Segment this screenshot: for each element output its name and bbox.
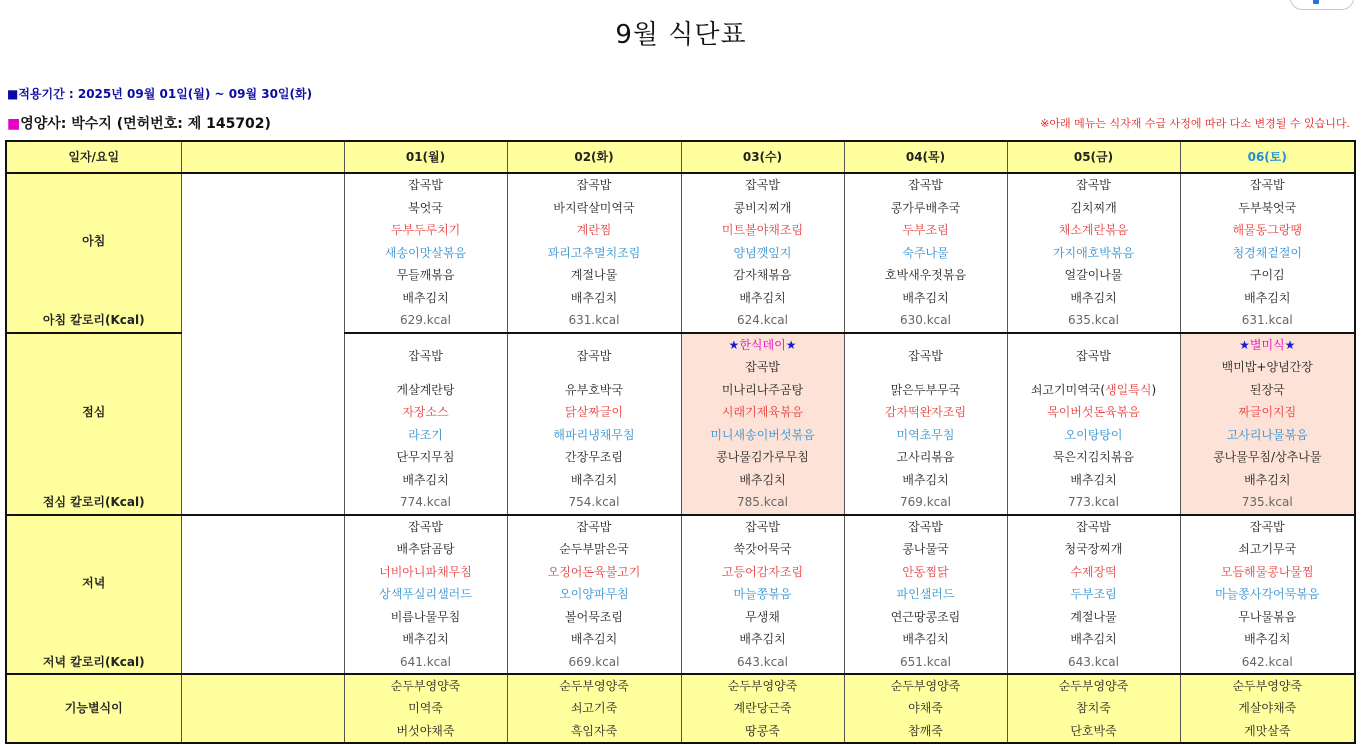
menu-item: 두부북엇국 xyxy=(1180,197,1355,220)
page-title: 9월 식단표 xyxy=(615,20,747,50)
menu-item: 잡곡밥 xyxy=(507,515,681,539)
menu-item: 오이탕탕이 xyxy=(1007,424,1180,447)
menu-item: 배추김치 xyxy=(681,287,844,310)
menu-item: 잡곡밥 xyxy=(844,173,1007,197)
menu-item: 게살계란탕 xyxy=(344,379,507,402)
menu-item: 게살야채죽 xyxy=(1180,697,1355,719)
star-icon: ★ xyxy=(728,337,740,352)
menu-item: 짜글이지짐 xyxy=(1180,401,1355,424)
menu-item: 안동찜닭 xyxy=(844,561,1007,584)
menu-item: 얼갈이나물 xyxy=(1007,264,1180,287)
menu-item: 콩가루배추국 xyxy=(844,197,1007,220)
menu-item: 미트볼야채조림 xyxy=(681,219,844,242)
menu-item: 순두부영양죽 xyxy=(681,674,844,697)
menu-item: 수제장떡 xyxy=(1007,561,1180,584)
kcal-value: 635.kcal xyxy=(1007,309,1180,333)
menu-item: 배추김치 xyxy=(1180,469,1355,492)
meal-label-dinner: 저녁 xyxy=(6,515,181,651)
applicable-period: ■적용기간 : 2025년 09월 01일(월) ~ 09월 30일(화) xyxy=(7,87,313,101)
menu-item: 배추김치 xyxy=(681,628,844,651)
menu-item: 목이버섯돈육볶음 xyxy=(1007,401,1180,424)
menu-item: 계절나물 xyxy=(1007,606,1180,629)
menu-item: 새송이맛살볶음 xyxy=(344,242,507,265)
menu-item: 양념깻잎지 xyxy=(681,242,844,265)
menu-item: 숙주나물 xyxy=(844,242,1007,265)
menu-item: 마늘쫑사각어묵볶음 xyxy=(1180,583,1355,606)
menu-item: 잡곡밥 xyxy=(1180,515,1355,539)
menu-item: 배추김치 xyxy=(1180,628,1355,651)
day-header: 05(금) xyxy=(1007,141,1180,173)
kcal-value: 643.kcal xyxy=(1007,651,1180,675)
menu-item: 미역죽 xyxy=(344,697,507,719)
blank-cell xyxy=(181,515,344,675)
day-header-saturday: 06(토) xyxy=(1180,141,1355,173)
menu-item: 배추닭곰탕 xyxy=(344,538,507,561)
menu-item: 해파리냉채무침 xyxy=(507,424,681,447)
date-column-header: 일자/요일 xyxy=(6,141,181,173)
kcal-value: 651.kcal xyxy=(844,651,1007,675)
menu-item: 두부두루치기 xyxy=(344,219,507,242)
day-header: 04(목) xyxy=(844,141,1007,173)
menu-item: 꽈리고추멸치조림 xyxy=(507,242,681,265)
menu-item: 쇠고기미역국(생일특식) xyxy=(1007,379,1180,402)
menu-item: 미나리나주곰탕 xyxy=(681,379,844,402)
kcal-value: 774.kcal xyxy=(344,491,507,515)
menu-item: 순두부영양죽 xyxy=(1007,674,1180,697)
kcal-value: 642.kcal xyxy=(1180,651,1355,675)
menu-item: 게맛살죽 xyxy=(1180,720,1355,743)
menu-item: 콩나물김가루무침 xyxy=(681,446,844,469)
menu-item: 볼어묵조림 xyxy=(507,606,681,629)
menu-item: 참깨죽 xyxy=(844,720,1007,743)
menu-item: 배추김치 xyxy=(1180,287,1355,310)
menu-item: 잡곡밥 xyxy=(1007,515,1180,539)
star-icon: ★ xyxy=(1284,337,1296,352)
kcal-value: 624.kcal xyxy=(681,309,844,333)
kcal-value: 629.kcal xyxy=(344,309,507,333)
menu-item: 미역초무침 xyxy=(844,424,1007,447)
kcal-value: 631.kcal xyxy=(507,309,681,333)
menu-item: 호박새우젓볶음 xyxy=(844,264,1007,287)
menu-item: 배추김치 xyxy=(844,469,1007,492)
menu-item: 미니새송이버섯볶음 xyxy=(681,424,844,447)
menu-item: 계란찜 xyxy=(507,219,681,242)
menu-item: 배추김치 xyxy=(507,469,681,492)
menu-change-notice: ※아래 메뉴는 식자재 수급 사정에 따라 다소 변경될 수 있습니다. xyxy=(1040,117,1350,130)
day-header: 03(수) xyxy=(681,141,844,173)
menu-item: 배추김치 xyxy=(844,287,1007,310)
menu-item: 마늘쫑볶음 xyxy=(681,583,844,606)
menu-item: 파인샐러드 xyxy=(844,583,1007,606)
menu-item: 잡곡밥 xyxy=(1180,173,1355,197)
menu-item: 콩비지찌개 xyxy=(681,197,844,220)
corner-button[interactable] xyxy=(1290,0,1354,10)
menu-item: 순두부영양죽 xyxy=(507,674,681,697)
menu-item: 연근땅콩조림 xyxy=(844,606,1007,629)
menu-item: 맑은두부무국 xyxy=(844,379,1007,402)
menu-item: 오이양파무침 xyxy=(507,583,681,606)
menu-item: 두부조림 xyxy=(1007,583,1180,606)
kcal-value: 641.kcal xyxy=(344,651,507,675)
menu-item: 쇠고기죽 xyxy=(507,697,681,719)
menu-item: 북엇국 xyxy=(344,197,507,220)
menu-item: 버섯야채죽 xyxy=(344,720,507,743)
menu-item: 묵은지김치볶음 xyxy=(1007,446,1180,469)
star-icon: ★ xyxy=(1239,337,1250,352)
menu-item: 무들깨볶음 xyxy=(344,264,507,287)
kcal-value: 643.kcal xyxy=(681,651,844,675)
header-row xyxy=(6,141,1355,173)
menu-item: 순두부맑은국 xyxy=(507,538,681,561)
menu-item: 잡곡밥 xyxy=(344,333,507,379)
blank-cell xyxy=(181,674,344,743)
menu-item: 잡곡밥 xyxy=(1007,333,1180,379)
menu-item: 배추김치 xyxy=(1007,628,1180,651)
kcal-value: 754.kcal xyxy=(507,491,681,515)
menu-item: 단호박죽 xyxy=(1007,720,1180,743)
menu-item: 배추김치 xyxy=(507,628,681,651)
menu-item: 잡곡밥 xyxy=(681,173,844,197)
kcal-value: 785.kcal xyxy=(681,491,844,515)
menu-item: 순두부영양죽 xyxy=(1180,674,1355,697)
menu-item: 쇠고기무국 xyxy=(1180,538,1355,561)
menu-item: 구이김 xyxy=(1180,264,1355,287)
menu-item: 무생채 xyxy=(681,606,844,629)
menu-item: 닭살짜글이 xyxy=(507,401,681,424)
menu-item: 유부호박국 xyxy=(507,379,681,402)
nutritionist-info: ■영양사: 박수지 (면허번호: 제 145702) xyxy=(7,116,271,132)
menu-item: 잡곡밥 xyxy=(344,173,507,197)
menu-item: 잡곡밥 xyxy=(507,333,681,379)
menu-item: 김치찌개 xyxy=(1007,197,1180,220)
menu-item: 자장소스 xyxy=(344,401,507,424)
menu-item: 된장국 xyxy=(1180,379,1355,402)
kcal-value: 735.kcal xyxy=(1180,491,1355,515)
lunch-row xyxy=(6,333,1355,379)
blank-cell xyxy=(181,333,344,515)
menu-item: 단무지무침 xyxy=(344,446,507,469)
kcal-value: 631.kcal xyxy=(1180,309,1355,333)
menu-item: 해물동그랑땡 xyxy=(1180,219,1355,242)
menu-item: 순두부영양죽 xyxy=(344,674,507,697)
menu-item: 고사리볶음 xyxy=(844,446,1007,469)
meal-label-breakfast: 아침 xyxy=(6,173,181,309)
breakfast-row xyxy=(6,173,1355,197)
menu-item: 간장무조림 xyxy=(507,446,681,469)
menu-item: 콩나물국 xyxy=(844,538,1007,561)
menu-item: 잡곡밥 xyxy=(681,515,844,539)
kcal-label-dinner: 저녁 칼로리(Kcal) xyxy=(6,651,181,675)
meal-label-functional: 기능별식이 xyxy=(6,674,181,743)
menu-item: 땅콩죽 xyxy=(681,720,844,743)
menu-item-special: ★별미식★ 백미밥+양념간장 xyxy=(1180,333,1355,379)
dinner-row xyxy=(6,515,1355,539)
meal-label-lunch: 점심 xyxy=(6,333,181,492)
menu-item: 배추김치 xyxy=(507,287,681,310)
menu-item: 잡곡밥 xyxy=(844,333,1007,379)
meal-table xyxy=(5,140,1356,744)
menu-item: 고등어감자조림 xyxy=(681,561,844,584)
menu-item-special: ★한식데이★ 잡곡밥 xyxy=(681,333,844,379)
special-day-label: 한식데이 xyxy=(739,337,786,352)
menu-item: 청경채겉절이 xyxy=(1180,242,1355,265)
menu-item: 라조기 xyxy=(344,424,507,447)
menu-item: 야채죽 xyxy=(844,697,1007,719)
menu-item: 잡곡밥 xyxy=(1007,173,1180,197)
kcal-value: 773.kcal xyxy=(1007,491,1180,515)
menu-item: 감자채볶음 xyxy=(681,264,844,287)
menu-item: 참치죽 xyxy=(1007,697,1180,719)
menu-item: 가지애호박볶음 xyxy=(1007,242,1180,265)
blank-cell xyxy=(181,173,344,333)
menu-item: 배추김치 xyxy=(681,469,844,492)
menu-item: 계절나물 xyxy=(507,264,681,287)
kcal-label-breakfast: 아침 칼로리(Kcal) xyxy=(6,309,181,333)
menu-item: 배추김치 xyxy=(344,469,507,492)
menu-item: 청국장찌개 xyxy=(1007,538,1180,561)
menu-item: 비름나물무침 xyxy=(344,606,507,629)
menu-item: 배추김치 xyxy=(1007,287,1180,310)
menu-item: 고사리나물볶음 xyxy=(1180,424,1355,447)
menu-item: 시래기제육볶음 xyxy=(681,401,844,424)
menu-item: 배추김치 xyxy=(1007,469,1180,492)
menu-item: 잡곡밥 xyxy=(507,173,681,197)
menu-item: 두부조림 xyxy=(844,219,1007,242)
menu-item: 오징어돈육불고기 xyxy=(507,561,681,584)
menu-item: 잡곡밥 xyxy=(844,515,1007,539)
menu-item: 배추김치 xyxy=(344,628,507,651)
menu-item: 콩나물무침/상추나물 xyxy=(1180,446,1355,469)
kcal-value: 669.kcal xyxy=(507,651,681,675)
special-day-label: 별미식 xyxy=(1249,337,1285,352)
kcal-value: 630.kcal xyxy=(844,309,1007,333)
menu-item: 바지락살미역국 xyxy=(507,197,681,220)
menu-item: 순두부영양죽 xyxy=(844,674,1007,697)
menu-item: 무나물볶음 xyxy=(1180,606,1355,629)
birthday-special-label: 생일특식 xyxy=(1105,382,1152,397)
menu-item: 쑥갓어묵국 xyxy=(681,538,844,561)
functional-row xyxy=(6,674,1355,697)
menu-item: 잡곡밥 xyxy=(344,515,507,539)
menu-item: 계란당근죽 xyxy=(681,697,844,719)
blue-square-icon xyxy=(1313,0,1319,4)
magenta-square-icon: ■ xyxy=(7,116,21,132)
blank-header xyxy=(181,141,344,173)
day-header: 01(월) xyxy=(344,141,507,173)
menu-item: 배추김치 xyxy=(844,628,1007,651)
day-header: 02(화) xyxy=(507,141,681,173)
menu-item: 배추김치 xyxy=(344,287,507,310)
menu-item: 감자떡완자조림 xyxy=(844,401,1007,424)
star-icon: ★ xyxy=(785,337,797,352)
menu-item: 모듬해물콩나물찜 xyxy=(1180,561,1355,584)
kcal-value: 769.kcal xyxy=(844,491,1007,515)
menu-item: 상색푸실리샐러드 xyxy=(344,583,507,606)
menu-item: 흑임자죽 xyxy=(507,720,681,743)
menu-item: 채소계란볶음 xyxy=(1007,219,1180,242)
menu-item: 너비아니파채무침 xyxy=(344,561,507,584)
kcal-label-lunch: 점심 칼로리(Kcal) xyxy=(6,491,181,515)
